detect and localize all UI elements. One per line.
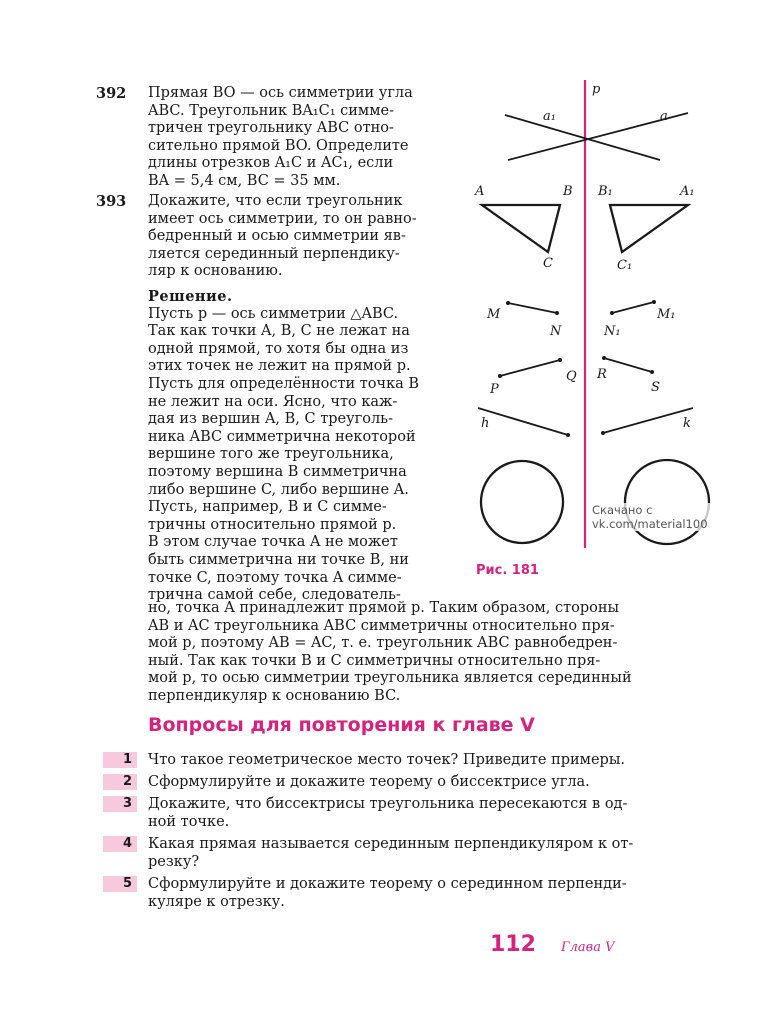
line-a1: [505, 115, 660, 160]
text-line: ной точке.: [148, 813, 230, 830]
label-B: B: [563, 184, 573, 199]
label-B1: B₁: [598, 184, 613, 199]
problem-number: 392: [96, 85, 127, 102]
text-line: Пусть p — ось симметрии △ABC.: [148, 305, 399, 322]
text-line: Так как точки A, B, C не лежат на: [148, 323, 410, 340]
label-h: h: [481, 416, 490, 431]
point-r: [602, 356, 606, 360]
question-text: [148, 796, 703, 831]
label-M: M: [487, 307, 501, 322]
point-q: [558, 358, 562, 362]
page-number: 112: [490, 932, 536, 957]
text-line: этих точек не лежит на прямой p.: [148, 358, 411, 375]
label-a: a: [660, 109, 668, 124]
text-line: дая из вершин A, B, C треуголь-: [148, 411, 393, 428]
circle-left: [481, 461, 563, 543]
label-N1: N₁: [604, 324, 621, 339]
text-line: трична самой себе, следователь-: [148, 587, 401, 604]
question-number: 1: [103, 752, 137, 768]
label-N: N: [550, 324, 562, 339]
point-m1: [652, 300, 656, 304]
solution-heading: Решение.: [148, 288, 233, 305]
text-line: вершине того же треугольника,: [148, 446, 394, 463]
text-line: ника ABC симметрична некоторой: [148, 428, 416, 445]
text-line: В этом случае точка A не может: [148, 534, 398, 551]
problem-number: 393: [96, 193, 127, 210]
text-line: тричен треугольнику ABC отно-: [148, 120, 394, 137]
text-line: Какая прямая называется серединным перпендикуляром к от-: [148, 836, 634, 852]
point-s: [650, 370, 654, 374]
text-line: мой p, то осью симметрии треугольника является серединный: [148, 670, 632, 687]
question-text: [148, 752, 703, 770]
text-line: Прямая BO — ось симметрии угла: [148, 85, 413, 101]
section-title: Вопросы для повторения к главе V: [148, 714, 535, 736]
text-line: мой p, поэтому AB = AC, т. е. треугольник ABC равнобедрен-: [148, 635, 618, 652]
label-Q: Q: [566, 369, 577, 384]
text-line: куляре к отрезку.: [148, 893, 285, 910]
text-line: Докажите, что если треугольник: [148, 193, 403, 209]
text-line: перпендикуляр к основанию BC.: [148, 687, 401, 704]
label-p: p: [592, 82, 601, 97]
text-line: одной прямой, то хотя бы одна из: [148, 340, 409, 357]
text-line: AB и AC треугольника ABC симметричны относительно пря-: [148, 617, 615, 634]
point-p: [498, 374, 502, 378]
text-line: точке C, поэтому точка A симме-: [148, 569, 402, 586]
segment-rs: [604, 358, 652, 372]
point-m: [506, 301, 510, 305]
question-number: 4: [103, 836, 137, 852]
point-n: [555, 311, 559, 315]
label-A1: A₁: [680, 184, 695, 199]
text-line: ляр к основанию.: [148, 263, 283, 280]
ray-k: [603, 408, 693, 433]
triangle-b1a1c1: [610, 205, 688, 252]
label-C: C: [543, 256, 553, 271]
text-line: BA = 5,4 см, BC = 35 мм.: [148, 172, 341, 189]
question-number: 3: [103, 796, 137, 812]
label-P: P: [490, 382, 499, 397]
label-k: k: [683, 416, 691, 431]
text-line: быть симметрична ни точке B, ни: [148, 551, 409, 568]
text-line: поэтому вершина B симметрична: [148, 463, 407, 480]
segment-n1m1: [612, 302, 654, 313]
text-line: Что такое геометрическое место точек? Приведите примеры.: [148, 752, 625, 768]
text-line: Сформулируйте и докажите теорему о серединном перпенди-: [148, 876, 627, 892]
text-line: бедренный и осью симметрии яв-: [148, 228, 406, 245]
text-line: не лежит на оси. Ясно, что каж-: [148, 393, 398, 410]
label-M1: M₁: [657, 307, 676, 322]
question-text: [148, 836, 703, 871]
segment-pq: [500, 360, 560, 376]
text-line: резку?: [148, 853, 200, 870]
text-line: либо вершине C, либо вершине A.: [148, 481, 409, 498]
segment-mn: [508, 303, 557, 313]
ray-h: [478, 408, 568, 435]
text-line: Пусть для определённости точка B: [148, 375, 420, 392]
ray-h-origin: [566, 433, 570, 437]
text-line: Докажите, что биссектрисы треугольника пересекаются в од-: [148, 796, 628, 812]
text-line: ный. Так как точки B и C симметричны относительно пря-: [148, 652, 601, 669]
text-line: тричны относительно прямой p.: [148, 516, 397, 533]
label-S: S: [651, 380, 660, 395]
question-number: 5: [103, 876, 137, 892]
text-line: ABC. Треугольник BA₁C₁ симме-: [148, 102, 394, 119]
watermark: Скачано с vk.com/material100: [590, 503, 769, 531]
text-line: сительно прямой BO. Определите: [148, 137, 409, 154]
label-a1: a₁: [543, 109, 556, 124]
question-number: 2: [103, 774, 137, 790]
point-n1: [610, 311, 614, 315]
chapter-label: Глава V: [561, 940, 615, 955]
label-R: R: [597, 367, 607, 382]
triangle-abc: [482, 205, 560, 252]
question-text: [148, 876, 703, 911]
question-text: [148, 774, 703, 792]
text-line: ляется серединный перпендику-: [148, 245, 400, 262]
text-line: длины отрезков A₁C и AC₁, если: [148, 155, 394, 172]
ray-k-origin: [601, 431, 605, 435]
text-line: Сформулируйте и докажите теорему о биссектрисе угла.: [148, 774, 590, 790]
label-A: A: [475, 184, 485, 199]
text-line: Пусть, например, B и C симме-: [148, 499, 387, 516]
figure-caption: Рис. 181: [476, 563, 539, 578]
text-line: но, точка A принадлежит прямой p. Таким образом, стороны: [148, 600, 620, 616]
circle-right: [625, 460, 709, 544]
text-line: имеет ось симметрии, то он равно-: [148, 210, 417, 227]
label-C1: C₁: [617, 258, 633, 273]
